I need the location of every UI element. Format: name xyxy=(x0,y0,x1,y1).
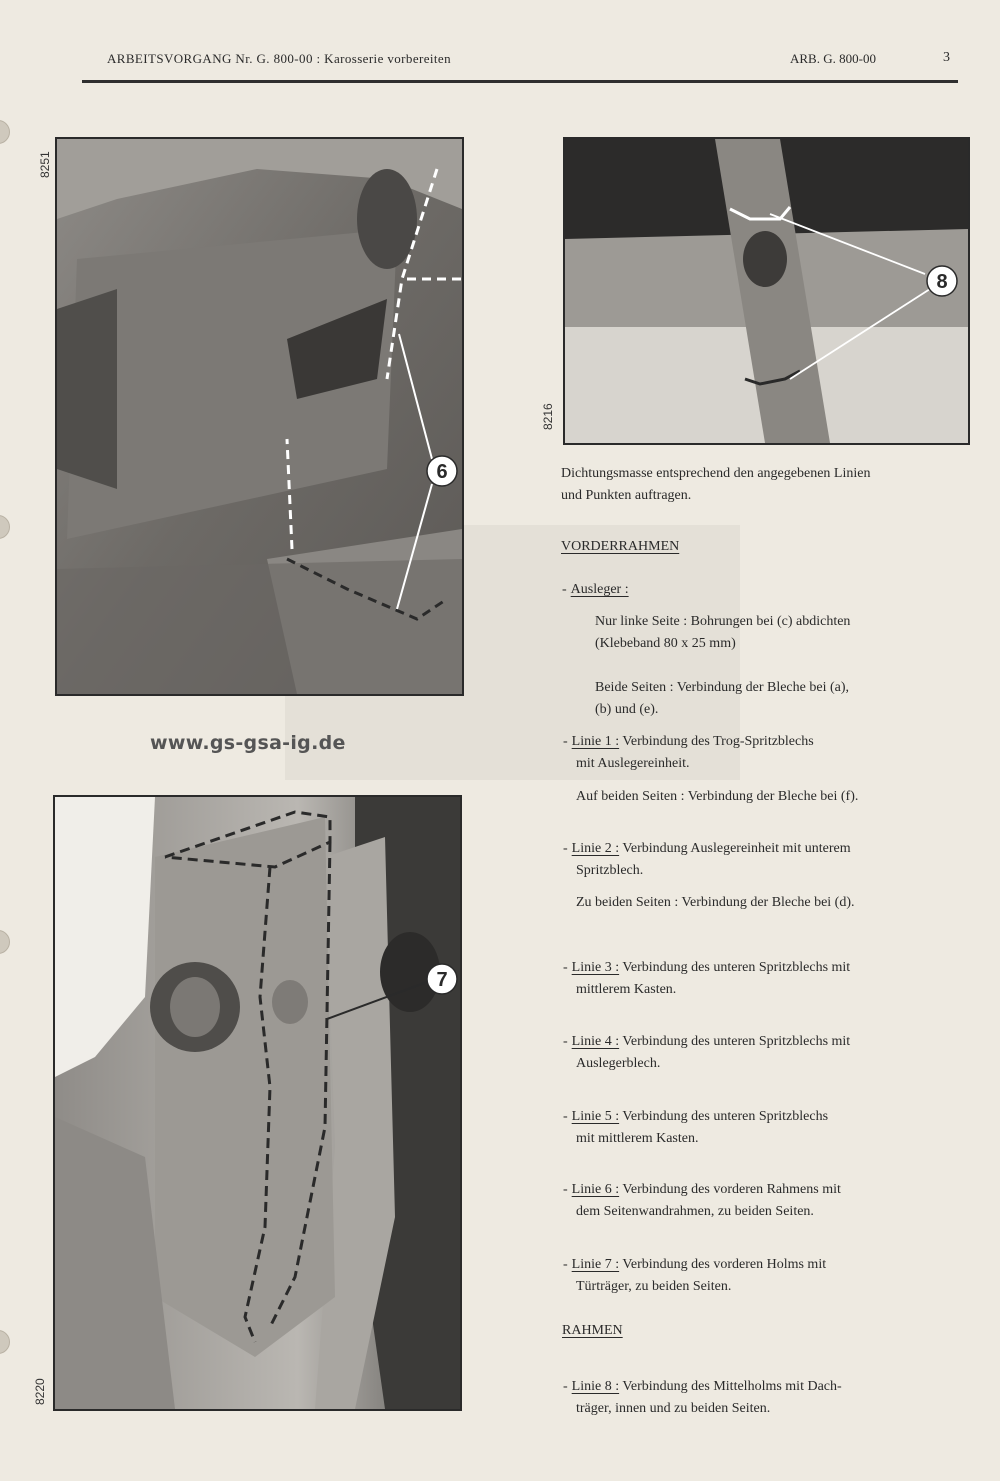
line-7-text-cont: Türträger, zu beiden Seiten. xyxy=(576,1279,732,1294)
line-8-label: Linie 8 : xyxy=(571,1379,620,1394)
ausleger-both xyxy=(595,677,849,721)
ausleger-left-only-line-1: Nur linke Seite : Bohrungen bei (c) abdichten xyxy=(595,614,851,629)
line-2-text: Verbindung Auslegereinheit mit unterem xyxy=(622,841,851,856)
line-8-text: Verbindung des Mittelholms mit Dach- xyxy=(622,1379,842,1394)
ausleger-left-only xyxy=(595,611,850,655)
line-4-label: Linie 4 : xyxy=(571,1034,620,1049)
callout-7: 7 xyxy=(436,969,448,991)
header-rule xyxy=(82,80,958,83)
photo-center-beam-image xyxy=(565,139,968,443)
line-3-label: Linie 3 : xyxy=(571,960,620,975)
ausleger-both-line-1: Beide Seiten : Verbindung der Bleche bei (a), xyxy=(595,680,849,695)
callout-8: 8 xyxy=(936,271,948,293)
line-5-text: Verbindung des unteren Spritzblechs xyxy=(622,1109,829,1124)
line-2-item: - Linie 2 : Verbindung Auslegereinheit mit unterem Spritzblech. xyxy=(563,838,851,882)
photo-id-8216: 8216 xyxy=(541,403,555,430)
line-5-label: Linie 5 : xyxy=(571,1109,620,1124)
binder-hole xyxy=(0,930,10,954)
page-number: 3 xyxy=(943,50,950,65)
line-3-text-cont: mittlerem Kasten. xyxy=(576,982,677,997)
header-title: ARBEITSVORGANG Nr. G. 800-00 : Karosserie vorbereiten xyxy=(107,51,451,66)
intro-line-2: und Punkten auftragen. xyxy=(561,488,692,503)
line-1-item: - Linie 1 : Verbindung des Trog-Spritzblechs mit Auslegereinheit. xyxy=(563,731,814,775)
photo-frame-rail xyxy=(55,137,464,696)
photo-door-pillar-image xyxy=(55,797,460,1409)
photo-id-8251: 8251 xyxy=(38,151,52,178)
line-3-text: Verbindung des unteren Spritzblechs mit xyxy=(622,960,851,975)
line-4-item: - Linie 4 : Verbindung des unteren Spritzblechs mit Auslegerblech. xyxy=(563,1031,850,1075)
callout-6: 6 xyxy=(436,461,448,483)
line-7-text: Verbindung des vorderen Holms mit xyxy=(622,1257,827,1272)
line-6-label: Linie 6 : xyxy=(571,1182,620,1197)
line-1-text-cont: mit Auslegereinheit. xyxy=(576,756,690,771)
section-heading-rahmen: RAHMEN xyxy=(562,1323,623,1338)
photo-center-beam xyxy=(563,137,970,445)
line-1-label: Linie 1 : xyxy=(571,734,620,749)
line-5-text-cont: mit mittlerem Kasten. xyxy=(576,1131,699,1146)
ausleger-heading: - Ausleger : xyxy=(562,582,629,597)
line-5-item: - Linie 5 : Verbindung des unteren Spritzblechs mit mittlerem Kasten. xyxy=(563,1106,828,1150)
line-2-label: Linie 2 : xyxy=(571,841,620,856)
line-2-text-cont: Spritzblech. xyxy=(576,863,644,878)
line-7-item: - Linie 7 : Verbindung des vorderen Holms mit Türträger, zu beiden Seiten. xyxy=(563,1254,826,1298)
photo-frame-rail-image xyxy=(57,139,462,694)
line-7-label: Linie 7 : xyxy=(571,1257,620,1272)
line-3-item: - Linie 3 : Verbindung des unteren Spritzblechs mit mittlerem Kasten. xyxy=(563,957,850,1001)
line-4-text: Verbindung des unteren Spritzblechs mit xyxy=(622,1034,851,1049)
ausleger-both-line-2: (b) und (e). xyxy=(595,702,659,717)
photo-door-pillar xyxy=(53,795,462,1411)
ausleger-label: Ausleger : xyxy=(570,582,629,597)
line-4-text-cont: Auslegerblech. xyxy=(576,1056,661,1071)
ausleger-left-only-line-2: (Klebeband 80 x 25 mm) xyxy=(595,636,736,651)
intro-line-1: Dichtungsmasse entsprechend den angegebenen Linien xyxy=(561,466,871,481)
line-1-extra: Auf beiden Seiten : Verbindung der Bleche bei (f). xyxy=(576,789,859,804)
line-2-extra: Zu beiden Seiten : Verbindung der Bleche bei (d). xyxy=(576,895,855,910)
line-6-text: Verbindung des vorderen Rahmens mit xyxy=(622,1182,841,1197)
watermark-url: www.gs-gsa-ig.de xyxy=(150,732,346,754)
line-6-text-cont: dem Seitenwandrahmen, zu beiden Seiten. xyxy=(576,1204,814,1219)
line-8-item: - Linie 8 : Verbindung des Mittelholms mit Dach- träger, innen und zu beiden Seiten. xyxy=(563,1376,842,1420)
section-heading-vorderrahmen: VORDERRAHMEN xyxy=(561,539,680,554)
header-ref: ARB. G. 800-00 xyxy=(790,51,876,66)
line-6-item: - Linie 6 : Verbindung des vorderen Rahmens mit dem Seitenwandrahmen, zu beiden Seiten. xyxy=(563,1179,841,1223)
line-1-text: Verbindung des Trog-Spritzblechs xyxy=(622,734,814,749)
binder-hole xyxy=(0,515,10,539)
binder-hole xyxy=(0,1330,10,1354)
line-8-text-cont: träger, innen und zu beiden Seiten. xyxy=(576,1401,771,1416)
photo-id-8220: 8220 xyxy=(33,1378,47,1405)
intro-text xyxy=(561,463,870,507)
binder-hole xyxy=(0,120,10,144)
